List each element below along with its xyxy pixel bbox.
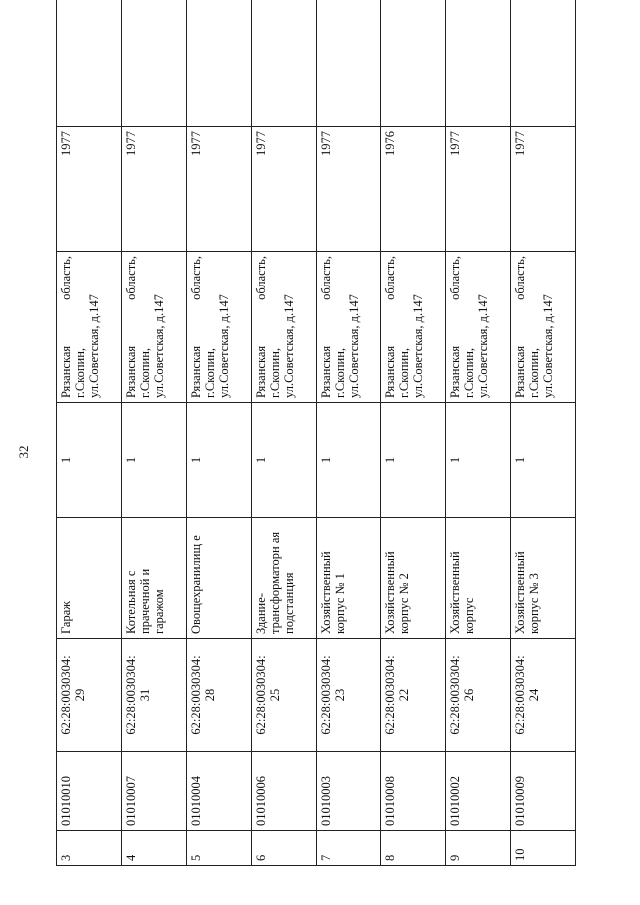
table-row — [381, 0, 446, 866]
address-cell — [251, 252, 316, 403]
rotated-table-container — [56, 36, 576, 866]
cadastral-number-cell — [316, 639, 381, 752]
year-built-cell: 1977 — [251, 127, 316, 252]
address-region-type: область, — [59, 256, 73, 300]
object-name-cell: Овощехранилищ е — [186, 518, 251, 639]
quantity-cell — [511, 403, 576, 518]
address-city: г.Скопин, — [137, 347, 152, 398]
cadastral-number-cell — [511, 639, 576, 752]
property-registry-table — [56, 0, 576, 866]
area-cell — [511, 0, 576, 127]
address-region-type: область, — [513, 256, 528, 300]
cadastral-suffix: 28 — [202, 688, 217, 702]
object-name-cell: Хозяйственный корпус № 1 — [316, 518, 381, 639]
area-cell — [446, 0, 511, 127]
quantity-value: 1 — [188, 456, 203, 464]
cadastral-prefix: 62:28:0030304: — [123, 655, 138, 735]
quantity-value: 1 — [123, 456, 138, 464]
object-name-cell: Здание-трансформаторн ая подстанция — [251, 518, 316, 639]
table-row — [186, 0, 251, 866]
registry-table-body — [57, 0, 576, 866]
quantity-cell — [381, 403, 446, 518]
address-line-region — [59, 256, 73, 398]
row-number-cell: 6 — [251, 831, 316, 866]
address-region-type: область, — [383, 256, 398, 300]
object-name-cell: Хозяйственный корпус № 2 — [381, 518, 446, 639]
area-cell — [57, 0, 122, 127]
quantity-cell — [316, 403, 381, 518]
row-number-cell: 7 — [316, 831, 381, 866]
quantity-cell — [57, 403, 122, 518]
object-name-cell: Хозяйственный корпус — [446, 518, 511, 639]
inventory-number-cell: 01010010 — [57, 752, 122, 831]
cadastral-suffix: 23 — [332, 688, 347, 702]
year-built-cell: 1977 — [511, 127, 576, 252]
address-cell — [446, 252, 511, 403]
address-region-type: область, — [318, 256, 333, 300]
cadastral-number-cell — [446, 639, 511, 752]
cadastral-number-cell — [381, 639, 446, 752]
address-street: ул.Советская, д.147 — [346, 294, 361, 398]
address-line-region — [513, 256, 527, 398]
cadastral-prefix: 62:28:0030304: — [253, 655, 268, 735]
address-region: Рязанская — [318, 345, 333, 398]
row-number-cell: 8 — [381, 831, 446, 866]
address-cell — [57, 252, 122, 403]
address-city: г.Скопин, — [73, 347, 87, 398]
row-number-cell: 4 — [121, 831, 186, 866]
address-city: г.Скопин, — [397, 347, 412, 398]
address-cell — [186, 252, 251, 403]
address-region: Рязанская — [123, 345, 138, 398]
cadastral-suffix: 24 — [527, 688, 542, 702]
inventory-number-cell: 01010009 — [511, 752, 576, 831]
year-built-cell: 1977 — [121, 127, 186, 252]
inventory-number-cell: 01010004 — [186, 752, 251, 831]
cadastral-prefix: 62:28:0030304: — [59, 655, 73, 735]
address-line-region — [319, 256, 333, 398]
address-line-region — [189, 256, 203, 398]
cadastral-suffix: 26 — [462, 688, 477, 702]
cadastral-number-cell — [251, 639, 316, 752]
address-street: ул.Советская, д.147 — [216, 294, 231, 398]
table-row — [511, 0, 576, 866]
year-built-cell: 1977 — [57, 127, 122, 252]
address-cell — [121, 252, 186, 403]
table-row — [57, 0, 122, 866]
row-number-cell: 3 — [57, 831, 122, 866]
quantity-value: 1 — [383, 456, 398, 464]
address-region: Рязанская — [383, 345, 398, 398]
year-built-cell: 1977 — [316, 127, 381, 252]
inventory-number-cell: 01010007 — [121, 752, 186, 831]
table-row — [251, 0, 316, 866]
address-region-type: область, — [188, 256, 203, 300]
table-row — [121, 0, 186, 866]
address-city: г.Скопин, — [267, 347, 282, 398]
object-name-cell: Котельная с прачечной и гаражом — [121, 518, 186, 639]
year-built-cell: 1977 — [186, 127, 251, 252]
inventory-number-cell: 01010008 — [381, 752, 446, 831]
address-cell — [381, 252, 446, 403]
quantity-value: 1 — [253, 456, 268, 464]
address-cell — [511, 252, 576, 403]
inventory-number-cell: 01010003 — [316, 752, 381, 831]
quantity-cell — [251, 403, 316, 518]
cadastral-prefix: 62:28:0030304: — [188, 655, 203, 735]
quantity-value: 1 — [318, 456, 333, 464]
area-cell — [381, 0, 446, 127]
address-region: Рязанская — [448, 345, 463, 398]
cadastral-prefix: 62:28:0030304: — [318, 655, 333, 735]
address-street: ул.Советская, д.147 — [541, 294, 556, 398]
address-line-region — [124, 256, 138, 398]
address-street: ул.Советская, д.147 — [411, 294, 426, 398]
quantity-value: 1 — [513, 456, 528, 464]
address-region: Рязанская — [188, 345, 203, 398]
cadastral-number-cell — [186, 639, 251, 752]
address-city: г.Скопин, — [462, 347, 477, 398]
cadastral-number-cell — [57, 639, 122, 752]
inventory-number-cell: 01010002 — [446, 752, 511, 831]
quantity-cell — [446, 403, 511, 518]
object-name-cell: Гараж — [57, 518, 122, 639]
inventory-number-cell: 01010006 — [251, 752, 316, 831]
page-number: 32 — [16, 445, 31, 459]
address-region-type: область, — [253, 256, 268, 300]
address-region: Рязанская — [59, 345, 73, 398]
address-city: г.Скопин, — [527, 347, 542, 398]
cadastral-suffix: 25 — [267, 688, 282, 702]
object-name-cell: Хозяйственный корпус № 3 — [511, 518, 576, 639]
address-line-region — [254, 256, 268, 398]
cadastral-prefix: 62:28:0030304: — [383, 655, 398, 735]
address-street: ул.Советская, д.147 — [281, 294, 296, 398]
row-number-cell: 9 — [446, 831, 511, 866]
year-built-cell: 1977 — [446, 127, 511, 252]
address-city: г.Скопин, — [202, 347, 217, 398]
cadastral-suffix: 29 — [73, 688, 87, 702]
area-cell — [316, 0, 381, 127]
address-street: ул.Советская, д.147 — [476, 294, 491, 398]
address-cell — [316, 252, 381, 403]
quantity-cell — [186, 403, 251, 518]
area-cell — [186, 0, 251, 127]
table-row — [446, 0, 511, 866]
address-street: ул.Советская, д.147 — [87, 294, 101, 398]
cadastral-prefix: 62:28:0030304: — [448, 655, 463, 735]
area-cell — [251, 0, 316, 127]
table-row — [316, 0, 381, 866]
row-number-cell: 10 — [511, 831, 576, 866]
address-street: ул.Советская, д.147 — [151, 294, 166, 398]
address-region-type: область, — [448, 256, 463, 300]
quantity-value: 1 — [448, 456, 463, 464]
address-region: Рязанская — [253, 345, 268, 398]
cadastral-number-cell — [121, 639, 186, 752]
quantity-value: 1 — [59, 456, 73, 464]
address-line-region — [448, 256, 462, 398]
cadastral-suffix: 31 — [137, 688, 152, 702]
quantity-cell — [121, 403, 186, 518]
address-line-region — [383, 256, 397, 398]
area-cell — [121, 0, 186, 127]
cadastral-suffix: 22 — [397, 688, 412, 702]
address-region-type: область, — [123, 256, 138, 300]
address-region: Рязанская — [513, 345, 528, 398]
row-number-cell: 5 — [186, 831, 251, 866]
cadastral-prefix: 62:28:0030304: — [513, 655, 528, 735]
address-city: г.Скопин, — [332, 347, 347, 398]
year-built-cell: 1976 — [381, 127, 446, 252]
